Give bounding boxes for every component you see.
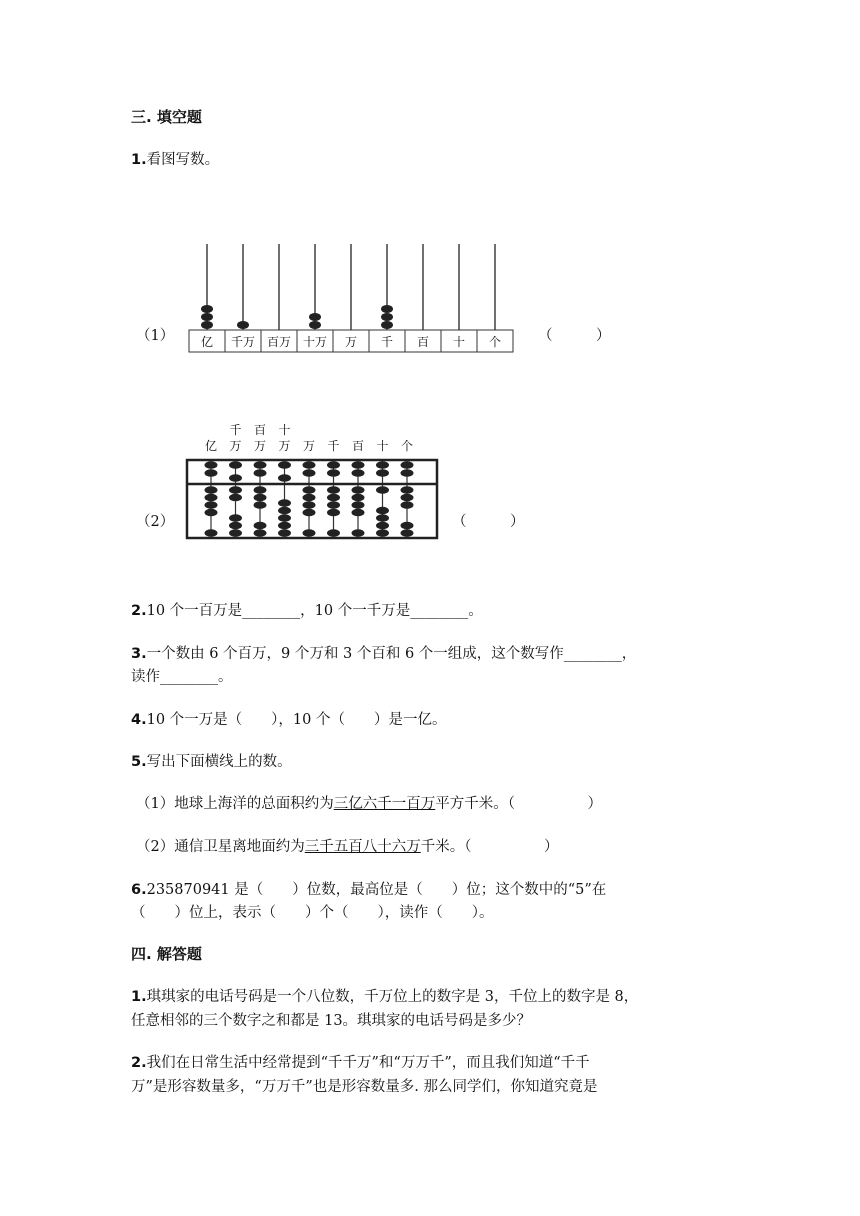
question-6 bbox=[131, 878, 606, 899]
problem-1-line2: 任意相邻的三个数字之和都是 13。琪琪家的电话号码是多少？ bbox=[131, 1013, 532, 1029]
lower-bead bbox=[376, 529, 389, 537]
place-value-label: 十 bbox=[376, 439, 389, 453]
lower-bead bbox=[205, 501, 218, 509]
bead bbox=[381, 313, 393, 321]
question-1 bbox=[131, 148, 219, 169]
bead bbox=[201, 305, 213, 313]
place-value-label: 万 bbox=[344, 335, 358, 349]
question-text: 写出下面横线上的数。 bbox=[146, 754, 292, 770]
item-answer: 千米。（ ） bbox=[420, 839, 559, 855]
question-5-item-2 bbox=[136, 835, 558, 856]
question-3 bbox=[131, 642, 636, 663]
place-value-label: 千 bbox=[229, 423, 242, 437]
lower-bead bbox=[303, 529, 316, 537]
question-number: 4. bbox=[131, 712, 147, 728]
lower-bead bbox=[352, 509, 365, 517]
place-value-label: 万 bbox=[253, 439, 267, 453]
bead bbox=[381, 321, 393, 329]
upper-bead bbox=[229, 461, 242, 469]
upper-bead bbox=[376, 469, 389, 477]
abacus-1 bbox=[185, 240, 525, 360]
lower-bead bbox=[303, 509, 316, 517]
bead bbox=[309, 313, 321, 321]
lower-bead bbox=[229, 529, 242, 537]
lower-bead bbox=[401, 522, 414, 530]
lower-bead bbox=[278, 507, 291, 515]
lower-bead bbox=[254, 486, 267, 494]
bead bbox=[237, 321, 249, 329]
lower-bead bbox=[327, 501, 340, 509]
place-value-label: 亿 bbox=[200, 335, 214, 349]
lower-bead bbox=[303, 486, 316, 494]
lower-bead bbox=[278, 522, 291, 530]
bead bbox=[381, 305, 393, 313]
lower-bead bbox=[327, 486, 340, 494]
place-value-label: 百万 bbox=[266, 335, 292, 349]
question-2 bbox=[131, 599, 483, 620]
problem-1 bbox=[131, 985, 638, 1006]
upper-bead bbox=[327, 461, 340, 469]
upper-bead bbox=[205, 469, 218, 477]
lower-bead bbox=[401, 501, 414, 509]
question-number: 6. bbox=[131, 882, 147, 898]
lower-bead bbox=[205, 486, 218, 494]
place-value-label: 百 bbox=[253, 423, 267, 437]
question-number: 1. bbox=[131, 989, 147, 1005]
place-value-label: 亿 bbox=[204, 439, 218, 453]
lower-bead bbox=[352, 486, 365, 494]
question-5 bbox=[131, 750, 292, 771]
lower-bead bbox=[352, 494, 365, 502]
upper-bead bbox=[229, 474, 242, 482]
place-value-label: 个 bbox=[488, 335, 502, 349]
lower-bead bbox=[229, 514, 242, 522]
upper-bead bbox=[352, 469, 365, 477]
problem-2 bbox=[131, 1051, 590, 1072]
place-value-label: 千 bbox=[327, 439, 340, 453]
question-number: 1. bbox=[131, 152, 147, 168]
place-value-label: 万 bbox=[229, 439, 242, 453]
lower-bead bbox=[376, 514, 389, 522]
lower-bead bbox=[205, 494, 218, 502]
place-value-label: 万 bbox=[278, 439, 291, 453]
upper-bead bbox=[327, 469, 340, 477]
question-4 bbox=[131, 708, 446, 729]
question-number: 3. bbox=[131, 646, 147, 662]
upper-bead bbox=[303, 469, 316, 477]
upper-bead bbox=[303, 461, 316, 469]
question-number: 2. bbox=[131, 603, 147, 619]
question-text-line1: 235870941 是（ ）位数，最高位是（ ）位；这个数中的“5”在 bbox=[146, 882, 607, 898]
upper-bead bbox=[401, 469, 414, 477]
question-text: 10 个一万是（ ），10 个（ ）是一亿。 bbox=[146, 712, 447, 728]
question-text: 10 个一百万是________，10 个一千万是________。 bbox=[146, 603, 483, 619]
item-text: （2）通信卫星离地面约为 bbox=[136, 839, 305, 855]
underlined-number: 三亿六千一百万 bbox=[333, 796, 436, 812]
upper-bead bbox=[352, 461, 365, 469]
question-6-line2: （ ）位上，表示（ ）个（ ），读作（ ）。 bbox=[131, 905, 494, 921]
lower-bead bbox=[327, 494, 340, 502]
abacus-2 bbox=[183, 422, 443, 544]
lower-bead bbox=[254, 494, 267, 502]
lower-bead bbox=[205, 529, 218, 537]
part-1-label: （1） bbox=[136, 328, 175, 344]
lower-bead bbox=[352, 529, 365, 537]
place-value-label: 个 bbox=[400, 439, 414, 453]
lower-bead bbox=[254, 522, 267, 530]
lower-bead bbox=[229, 486, 242, 494]
place-value-label: 百 bbox=[416, 335, 430, 349]
upper-bead bbox=[205, 461, 218, 469]
place-value-label: 十万 bbox=[302, 335, 328, 349]
lower-bead bbox=[229, 522, 242, 530]
problem-2-line2: 万”是形容数量多，“万万千”也是形容数量多. 那么同学们，你知道究竟是 bbox=[131, 1079, 598, 1095]
lower-bead bbox=[254, 529, 267, 537]
place-value-label: 千 bbox=[380, 335, 394, 349]
lower-bead bbox=[278, 499, 291, 507]
underlined-number: 三千五百八十六万 bbox=[304, 839, 421, 855]
upper-bead bbox=[254, 469, 267, 477]
question-number: 5. bbox=[131, 754, 147, 770]
part-2-label: （2） bbox=[136, 514, 175, 530]
lower-bead bbox=[327, 509, 340, 517]
lower-bead bbox=[278, 514, 291, 522]
place-value-label: 万 bbox=[302, 439, 316, 453]
lower-bead bbox=[401, 494, 414, 502]
place-value-label: 十 bbox=[278, 423, 291, 437]
question-text-line1: 一个数由 6 个百万，9 个万和 3 个百和 6 个一组成，这个数写作________， bbox=[146, 646, 637, 662]
upper-bead bbox=[278, 461, 291, 469]
place-value-label: 千万 bbox=[230, 335, 256, 349]
item-answer: 平方千米。（ ） bbox=[435, 796, 602, 812]
question-3-line2: 读作________。 bbox=[131, 669, 233, 685]
bead bbox=[201, 321, 213, 329]
section-title: 四. 解答题 bbox=[131, 945, 202, 963]
lower-bead bbox=[254, 501, 267, 509]
bead bbox=[309, 321, 321, 329]
lower-bead bbox=[278, 529, 291, 537]
lower-bead bbox=[205, 509, 218, 517]
lower-bead bbox=[401, 486, 414, 494]
lower-bead bbox=[327, 529, 340, 537]
part-1-answer: （ ） bbox=[538, 328, 611, 344]
question-text: 看图写数。 bbox=[146, 152, 220, 168]
lower-bead bbox=[229, 494, 242, 502]
lower-bead bbox=[401, 529, 414, 537]
part-2-answer: （ ） bbox=[452, 514, 525, 530]
problem-text-line1: 琪琪家的电话号码是一个八位数，千万位上的数字是 3，千位上的数字是 8， bbox=[146, 989, 639, 1005]
lower-bead bbox=[352, 501, 365, 509]
lower-bead bbox=[376, 486, 389, 494]
problem-text-line1: 我们在日常生活中经常提到“千千万”和“万万千”，而且我们知道“千千 bbox=[146, 1055, 590, 1071]
question-number: 2. bbox=[131, 1055, 147, 1071]
upper-bead bbox=[278, 474, 291, 482]
bead bbox=[201, 313, 213, 321]
question-5-item-1 bbox=[136, 792, 602, 813]
lower-bead bbox=[303, 494, 316, 502]
place-value-label: 十 bbox=[452, 335, 466, 349]
lower-bead bbox=[376, 522, 389, 530]
upper-bead bbox=[376, 461, 389, 469]
lower-bead bbox=[376, 507, 389, 515]
item-text: （1）地球上海洋的总面积约为 bbox=[136, 796, 334, 812]
upper-bead bbox=[254, 461, 267, 469]
section-title: 三. 填空题 bbox=[131, 108, 202, 126]
upper-bead bbox=[401, 461, 414, 469]
lower-bead bbox=[303, 501, 316, 509]
place-value-label: 百 bbox=[351, 439, 365, 453]
